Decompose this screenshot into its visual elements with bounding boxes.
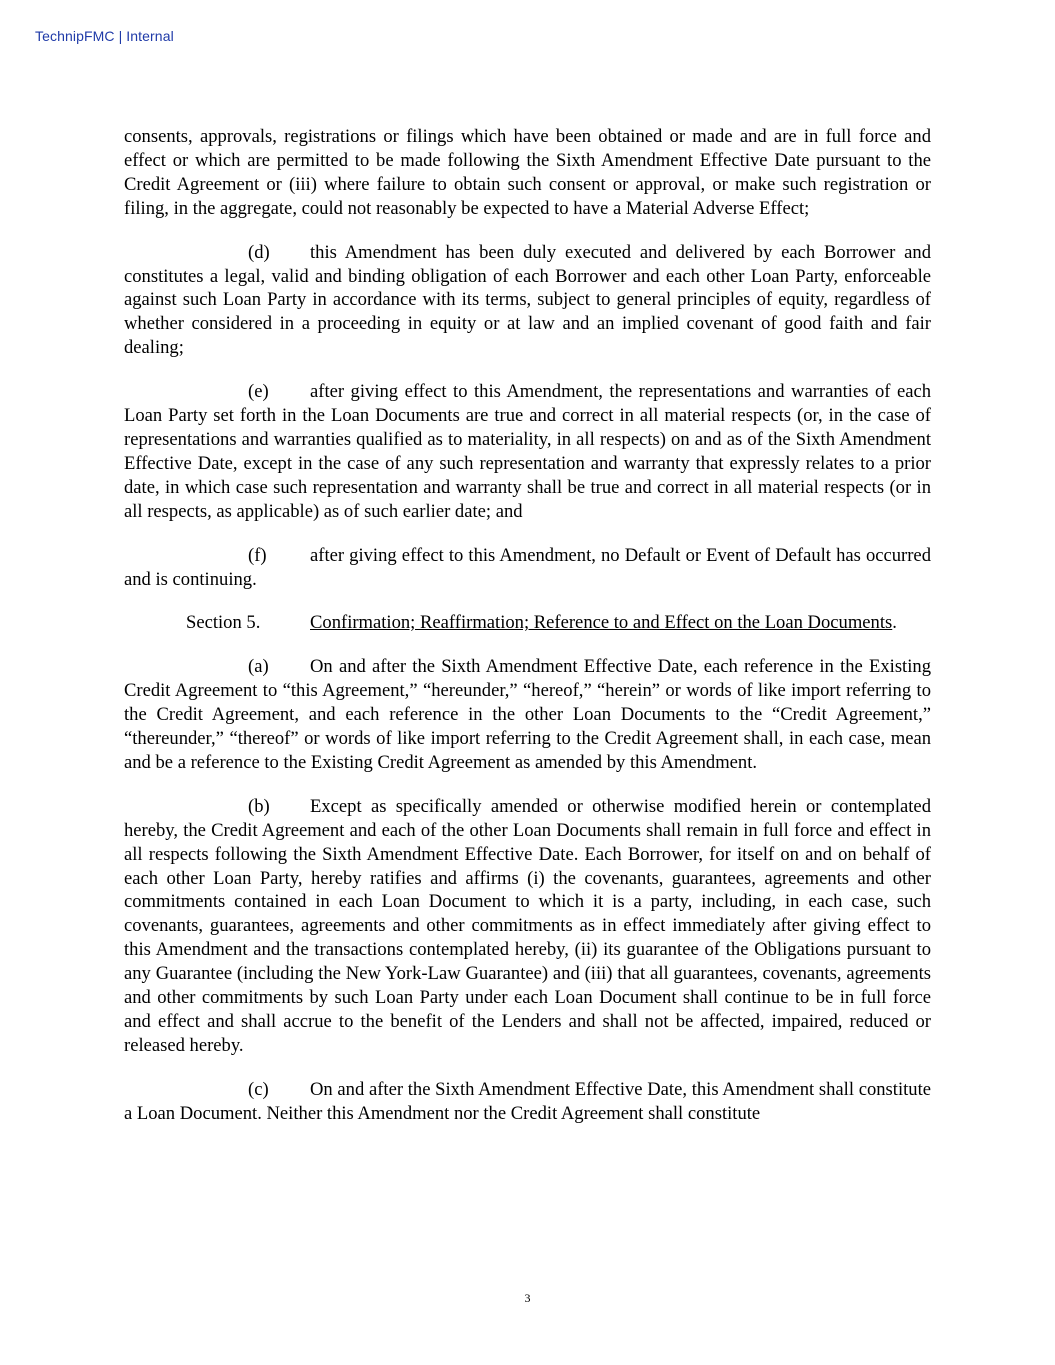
clause-5b-text: Except as specifically amended or otherwise modified herein or contemplated hereby, the Credit Agreement and each of the other Loan Documents shall remain in full force and effect in all respects following the Sixth Amendment Effective Date. Each Borrower, for itself on and on behalf of each other Loan Party, hereby ratifies and affirms (i) the covenants, guarantees, agreements and other commitments contained in each Loan Document to which it is a party, including, in each case, such covenants, guarantees, agreements and other commitments as in effect immediately after giving effect to this Amendment and the transactions contemplated hereby, (ii) its guarantee of the Obligations pursuant to any Guarantee (including the New York-Law Guarantee) and (iii) that all guarantees, covenants, agreements and other commitments by such Loan Party under each Loan Document shall continue to be in full force and effect and shall accrue to the benefit of the Lenders and shall not be affected, impaired, reduced or released hereby. bbox=[124, 795, 931, 1056]
page-number: 3 bbox=[524, 1291, 531, 1305]
clause-e-label: (e) bbox=[248, 381, 269, 403]
clause-d-text: this Amendment has been duly executed and delivered by each Borrower and constitutes a legal, valid and binding obligation of each Borrower and each other Loan Party, enforceable against such Loan Party in accordance with its terms, subject to general principles of equity, regardless of whether considered in a proceeding in equity or at law and an implied covenant of good faith and fair dealing; bbox=[124, 241, 931, 359]
clause-5c-label: (c) bbox=[248, 1078, 269, 1100]
document-body bbox=[124, 125, 931, 1126]
section-5-period: . bbox=[892, 612, 897, 634]
paragraph-continued: consents, approvals, registrations or filings which have been obtained or made and are in full force and effect or which are permitted to be made following the Sixth Amendment Effective Date pursuant to the Credit Agreement or (iii) where failure to obtain such consent or approval, or make such registration or filing, in the aggregate, could not reasonably be expected to have a Material Adverse Effect; bbox=[124, 126, 931, 219]
clause-5b bbox=[124, 795, 931, 1058]
clause-d bbox=[124, 241, 931, 361]
clause-f bbox=[124, 544, 931, 592]
classification-label: TechnipFMC | Internal bbox=[35, 28, 174, 44]
clause-5c bbox=[124, 1078, 931, 1126]
clause-5b-label: (b) bbox=[248, 795, 270, 817]
section-5-title: Confirmation; Reaffirmation; Reference to and Effect on the Loan Documents bbox=[310, 612, 893, 634]
clause-e-text: after giving effect to this Amendment, the representations and warranties of each Loan Party set forth in the Loan Documents are true and correct in all material respects (or, in the case of representations and warranties qualified as to materiality, in all respects) on and as of the Sixth Amendment Effective Date, except in the case of any such representation and warranty that expressly relates to a prior date, in which case such representation and warranty shall be true and correct in all material respects (or in all respects, as applicable) as of such earlier date; and bbox=[124, 381, 931, 522]
clause-5a-text: On and after the Sixth Amendment Effective Date, each reference in the Existing Credit Agreement to “this Agreement,” “hereunder,” “hereof,” “herein” or words of like import referring to the Credit Agreement, and each reference in the other Loan Documents to the “Credit Agreement,” “thereunder,” “thereof” or words of like import referring to the Credit Agreement shall, in each case, mean and be a reference to the Existing Credit Agreement as amended by this Amendment. bbox=[124, 656, 931, 773]
section-5-heading bbox=[124, 611, 931, 635]
clause-d-label: (d) bbox=[248, 241, 270, 263]
clause-e bbox=[124, 380, 931, 523]
clause-5a bbox=[124, 655, 931, 775]
section-5-number: Section 5. bbox=[186, 612, 261, 634]
clause-5c-text: On and after the Sixth Amendment Effective Date, this Amendment shall constitute a Loan Document. Neither this Amendment nor the Credit Agreement shall constitute bbox=[124, 1078, 931, 1124]
clause-f-text: after giving effect to this Amendment, no Default or Event of Default has occurred and is continuing. bbox=[124, 544, 931, 590]
clause-f-label: (f) bbox=[248, 544, 267, 566]
clause-5a-label: (a) bbox=[248, 656, 269, 678]
